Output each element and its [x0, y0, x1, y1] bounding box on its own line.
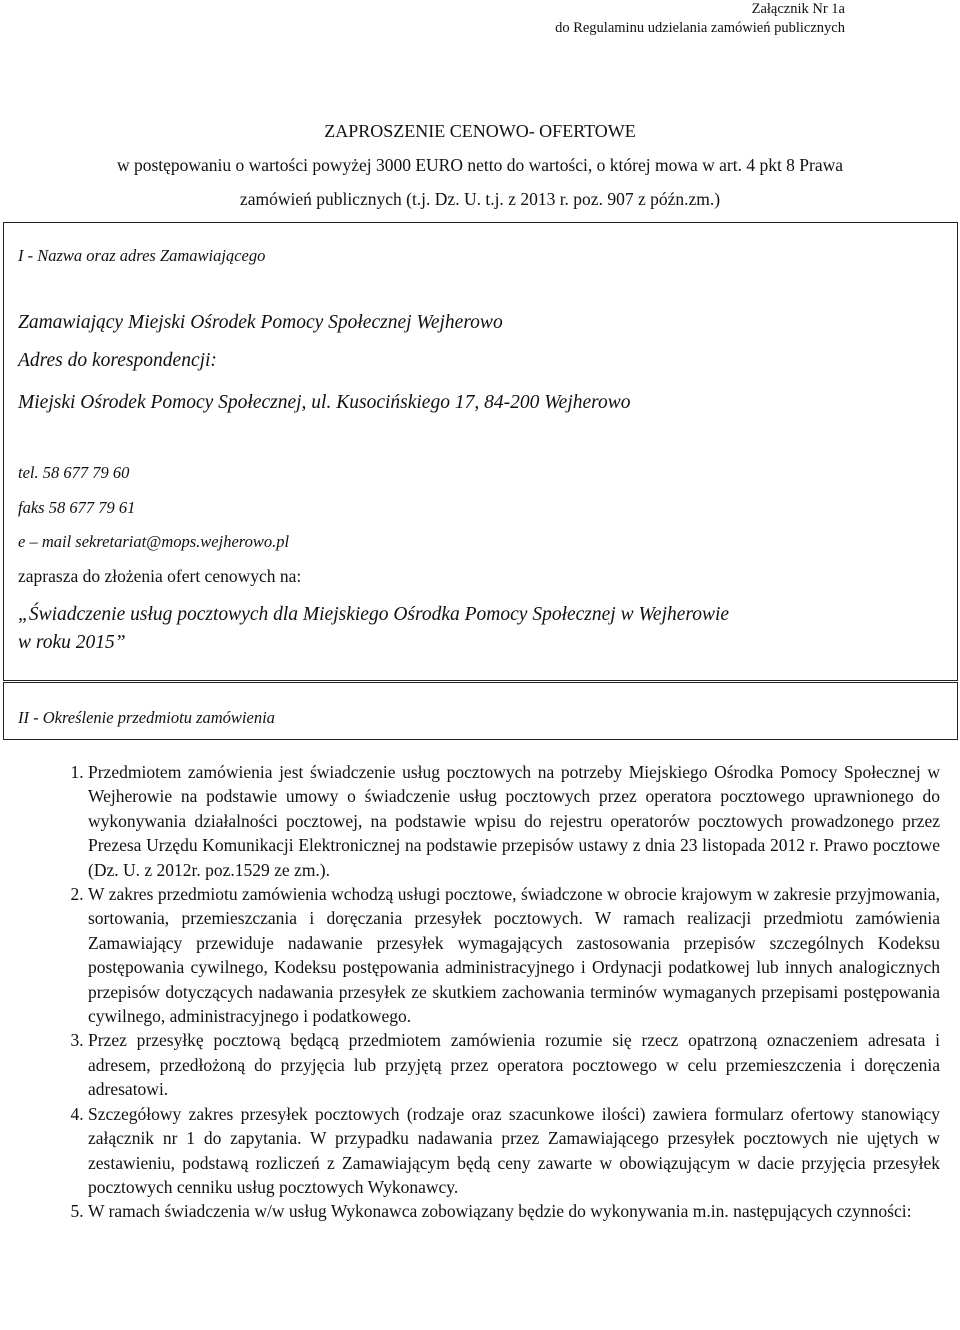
- section-2-title: II - Określenie przedmiotu zamówienia: [18, 708, 275, 727]
- contracting-authority: Zamawiający Miejski Ośrodek Pomocy Społecznej Wejherowo: [18, 312, 503, 333]
- attachment-number: Załącznik Nr 1a: [751, 1, 845, 17]
- email-address: e – mail sekretariat@mops.wejherowo.pl: [18, 532, 290, 551]
- attachment-header: [555, 0, 845, 38]
- phone-number: tel. 58 677 79 60: [18, 463, 130, 482]
- list-item: 3. Przez przesyłkę pocztową będącą przedmiotem zamówienia rozumie się rzecz opatrzoną oznaczeniem adresata i adresem, przedłożoną do przyjęcia lub przyjętą przez operatora pocztowego w celu przemieszczenia i doręczenia adresatowi.: [88, 1028, 940, 1101]
- requirements-list: [50, 760, 940, 1224]
- subject-line2: w roku 2015”: [18, 632, 126, 653]
- list-item: 5. W ramach świadczenia w/w usług Wykonawca zobowiązany będzie do wykonywania m.in. następujących czynności:: [88, 1199, 940, 1223]
- document-title: ZAPROSZENIE CENOWO- OFERTOWE: [324, 121, 636, 141]
- list-item: 2. W zakres przedmiotu zamówienia wchodzą usługi pocztowe, świadczone w obrocie krajowym w zakresie przyjmowania, sortowania, przemieszczania i doręczania przesyłek pocztowych. W ramach realizacji przedmiotu zamówienia Zamawiający przewiduje nadawanie przesyłek wymagających zastosowania przepisów szczególnych Kodeksu postępowania cywilnego, Kodeksu postępowania administracyjnego i Ordynacji podatkowej lub innych analogicznych przepisów dotyczących nadawania przesyłek ze skutkiem zachowania terminów wymaganych przepisami postępowania cywilnego, administracyjnego i podatkowego.: [88, 882, 940, 1028]
- list-item: 1. Przedmiotem zamówienia jest świadczenie usług pocztowych na potrzeby Miejskiego Ośrodka Pomocy Społecznej w Wejherowie na podstawie umowy o świadczenie usług pocztowych przez operatora pocztowego uprawnionego do wykonywania działalności pocztowej, na podstawie wpisu do rejestru operatorów pocztowych prowadzonego przez Prezesa Urzędu Komunikacji Elektronicznej na podstawie przepisów ustawy z dnia 23 listopada 2012 r. Prawo pocztowe (Dz. U. z 2012r. poz.1529 ze zm.).: [88, 760, 940, 882]
- subject-line1: „Świadczenie usług pocztowych dla Miejskiego Ośrodka Pomocy Społecznej w Wejherowie: [18, 604, 730, 625]
- correspondence-address: Miejski Ośrodek Pomocy Społecznej, ul. Kusocińskiego 17, 84-200 Wejherowo: [18, 392, 631, 413]
- attachment-regulation: do Regulaminu udzielania zamówień publicznych: [555, 20, 845, 36]
- section-1-title: I - Nazwa oraz adres Zamawiającego: [18, 246, 266, 265]
- list-item: 4. Szczegółowy zakres przesyłek pocztowych (rodzaje oraz szacunkowe ilości) zawiera formularz ofertowy stanowiący załącznik nr 1 do zapytania. W przypadku nadawania przez Zamawiającego przesyłek pocztowych nie ujętych w zestawieniu, podstawą rozliczeń z Zamawiającym będą ceny zawarte w obowiązującym w dacie przyjęcia przesyłek pocztowych cenniku usług pocztowych Wykonawcy.: [88, 1102, 940, 1200]
- fax-number: faks 58 677 79 61: [18, 498, 136, 517]
- invitation-text: zaprasza do złożenia ofert cenowych na:: [18, 566, 302, 586]
- correspondence-label: Adres do korespondencji:: [18, 350, 217, 371]
- document-subtitle-line1: w postępowaniu o wartości powyżej 3000 EURO netto do wartości, o której mowa w art. 4 pkt 8 Prawa: [116, 155, 844, 175]
- document-subtitle-line2: zamówień publicznych (t.j. Dz. U. t.j. z 2013 r. poz. 907 z późn.zm.): [239, 189, 721, 209]
